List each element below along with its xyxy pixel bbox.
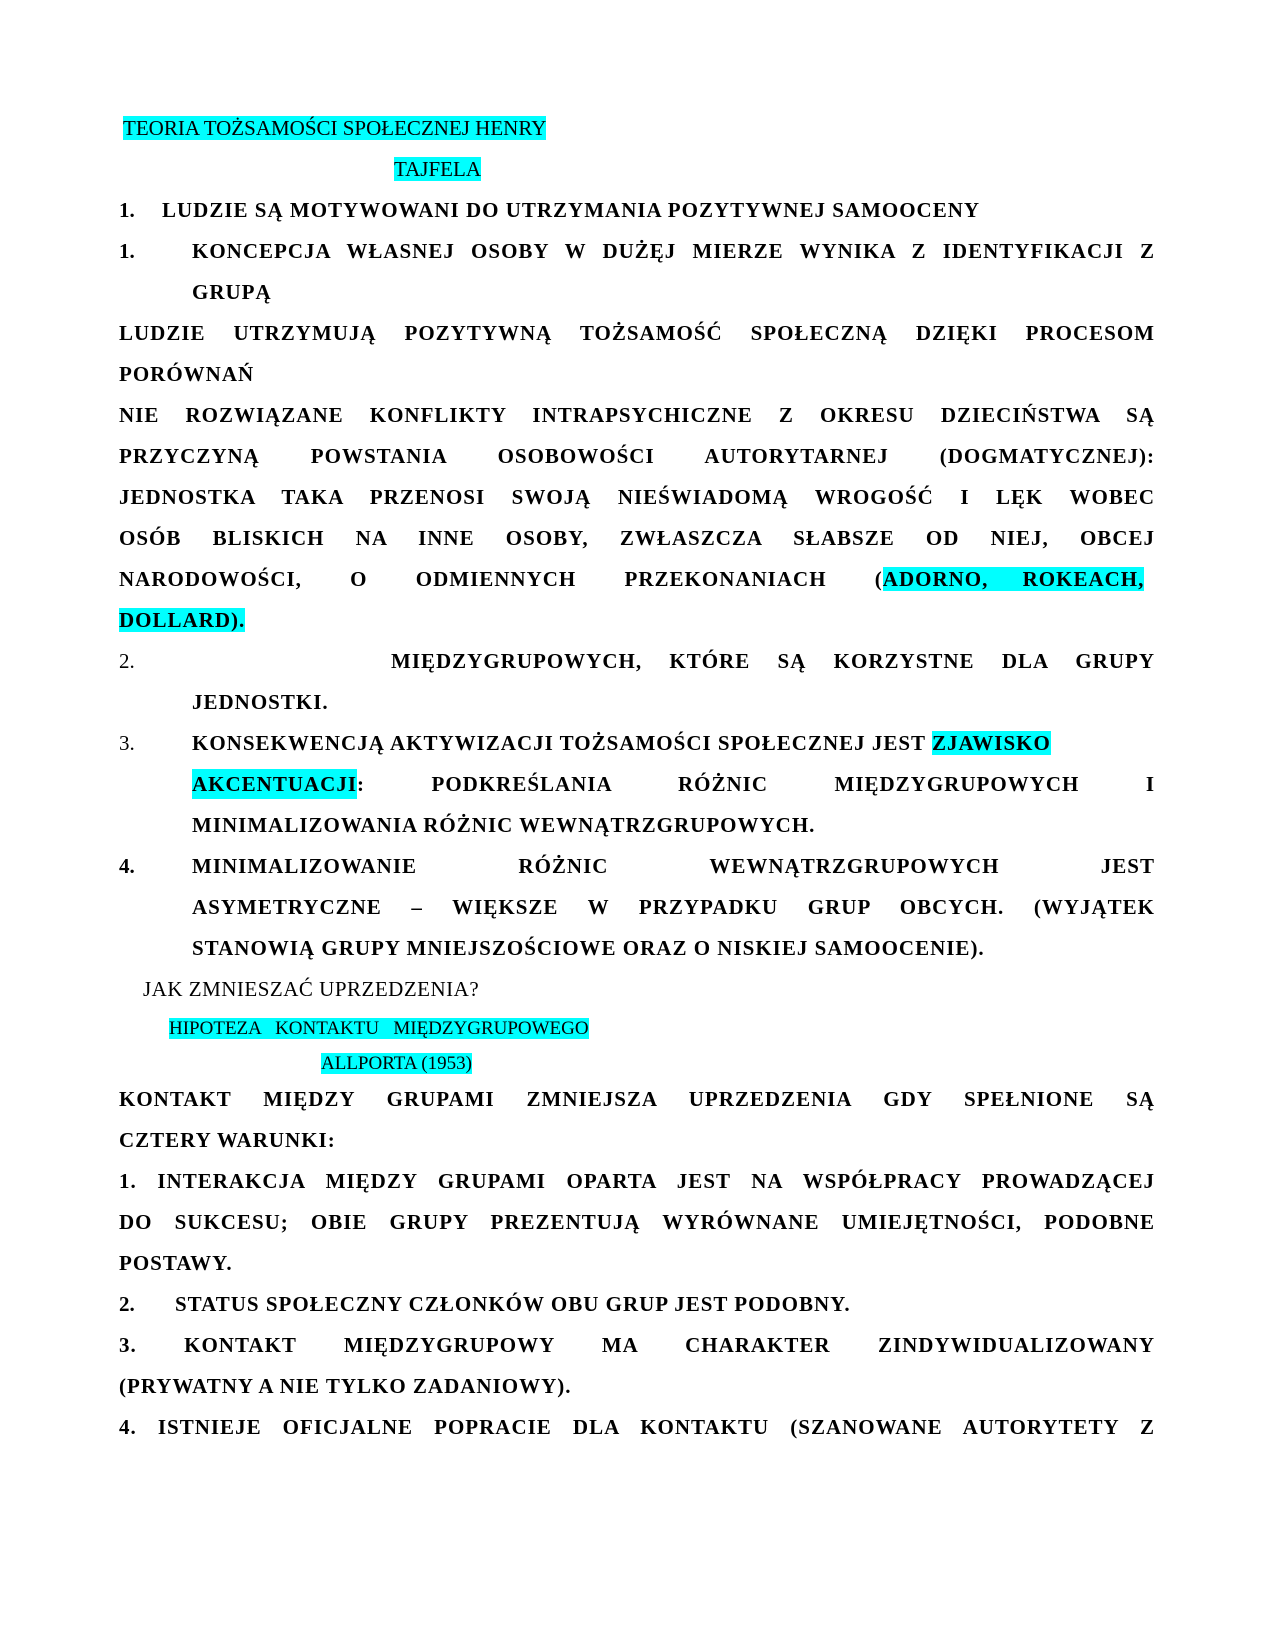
point-4-line-3: STANOWIĄ GRUPY MNIEJSZOŚCIOWE ORAZ O NISKIEJ SAMOOCENIE). <box>192 936 985 960</box>
point-1a-text: LUDZIE SĄ MOTYWOWANI DO UTRZYMANIA POZYTYWNEJ SAMOOCENY <box>162 198 981 222</box>
condition-1-line-2: DO SUKCESU; OBIE GRUPY PREZENTUJĄ WYRÓWNANE UMIEJĘTNOŚCI, PODOBNE <box>119 1210 1155 1234</box>
paragraph-authoritarian-line-6 <box>119 605 245 635</box>
condition-2-text: STATUS SPOŁECZNY CZŁONKÓW OBU GRUP JEST PODOBNY. <box>175 1292 851 1316</box>
citation-highlight-2: DOLLARD). <box>119 608 246 632</box>
hypothesis-line-2 <box>321 1047 472 1079</box>
condition-2-number: 2. <box>119 1292 135 1316</box>
point-3-line-1 <box>192 728 1051 758</box>
point-1a-number: 1. <box>119 198 135 222</box>
term-highlight-1: ZJAWISKO <box>931 731 1051 755</box>
condition-3-line-1: 3. KONTAKT MIĘDZYGRUPOWY MA CHARAKTER ZINDYWIDUALIZOWANY <box>119 1333 1155 1357</box>
title-text-2: TAJFELA <box>394 157 481 181</box>
conditions-intro-line-1: KONTAKT MIĘDZY GRUPAMI ZMNIEJSZA UPRZEDZENIA GDY SPEŁNIONE SĄ <box>119 1087 1155 1111</box>
citation-highlight-1: ADORNO, ROKEACH, <box>882 567 1145 591</box>
point-3-line-2-text: : PODKREŚLANIA RÓŻNIC MIĘDZYGRUPOWYCH I <box>357 772 1155 796</box>
paragraph-authoritarian-line-5 <box>119 564 1144 594</box>
point-1b-line-1: KONCEPCJA WŁASNEJ OSOBY W DUŻĘJ MIERZE WYNIKA Z IDENTYFIKACJI Z <box>192 239 1155 263</box>
title-text-1: TEORIA TOŻSAMOŚCI SPOŁECZNEJ HENRY <box>123 116 547 140</box>
point-3-line-1-text: KONSEKWENCJĄ AKTYWIZACJI TOŻSAMOŚCI SPOŁECZNEJ JEST <box>192 731 932 755</box>
point-4-number: 4. <box>119 854 135 878</box>
conditions-intro-line-2: CZTERY WARUNKI: <box>119 1128 336 1152</box>
point-3-number: 3. <box>119 731 135 755</box>
condition-4-line-1: 4. ISTNIEJE OFICJALNE POPRACIE DLA KONTAKTU (SZANOWANE AUTORYTETY Z <box>119 1415 1155 1439</box>
hypothesis-highlight-2: ALLPORTA (1953) <box>321 1053 472 1074</box>
condition-1-line-3: POSTAWY. <box>119 1251 233 1275</box>
paragraph-authoritarian-line-2: PRZYCZYNĄ POWSTANIA OSOBOWOŚCI AUTORYTARNEJ (DOGMATYCZNEJ): <box>119 444 1155 468</box>
point-2-number: 2. <box>119 649 135 673</box>
title-line-2 <box>394 154 481 184</box>
point-2-line-2: JEDNOSTKI. <box>192 690 329 714</box>
hypothesis-highlight-1: HIPOTEZA KONTAKTU MIĘDZYGRUPOWEGO <box>169 1018 589 1039</box>
point-1b-line-2: GRUPĄ <box>192 280 272 304</box>
paragraph-authoritarian-line-1: NIE ROZWIĄZANE KONFLIKTY INTRAPSYCHICZNE Z OKRESU DZIECIŃSTWA SĄ <box>119 403 1155 427</box>
paragraph-authoritarian-line-4: OSÓB BLISKICH NA INNE OSOBY, ZWŁASZCZA SŁABSZE OD NIEJ, OBCEJ <box>119 526 1155 550</box>
paragraph-comparison-line-1: LUDZIE UTRZYMUJĄ POZYTYWNĄ TOŻSAMOŚĆ SPOŁECZNĄ DZIĘKI PROCESOM <box>119 321 1155 345</box>
term-highlight-2: AKCENTUACJI <box>192 769 357 799</box>
point-2-line-1: MIĘDZYGRUPOWYCH, KTÓRE SĄ KORZYSTNE DLA GRUPY <box>391 649 1155 673</box>
condition-3-line-2: (PRYWATNY A NIE TYLKO ZADANIOWY). <box>119 1374 572 1398</box>
paragraph-authoritarian-line-3: JEDNOSTKA TAKA PRZENOSI SWOJĄ NIEŚWIADOMĄ WROGOŚĆ I LĘK WOBEC <box>119 485 1155 509</box>
point-3-line-3: MINIMALIZOWANIA RÓŻNIC WEWNĄTRZGRUPOWYCH. <box>192 813 816 837</box>
section-heading: JAK ZMNIESZAĆ UPRZEDZENIA? <box>143 977 480 1001</box>
title-line-1 <box>123 113 546 143</box>
point-4-line-1: MINIMALIZOWANIE RÓŻNIC WEWNĄTRZGRUPOWYCH JEST <box>192 854 1155 878</box>
hypothesis-line-1 <box>169 1012 589 1044</box>
condition-1-line-1: 1. INTERAKCJA MIĘDZY GRUPAMI OPARTA JEST NA WSPÓŁPRACY PROWADZĄCEJ <box>119 1169 1155 1193</box>
paragraph-authoritarian-line-5-text: NARODOWOŚCI, O ODMIENNYCH PRZEKONANIACH ( <box>119 567 883 591</box>
point-3-line-2 <box>192 769 1155 799</box>
point-4-line-2: ASYMETRYCZNE – WIĘKSZE W PRZYPADKU GRUP OBCYCH. (WYJĄTEK <box>192 895 1155 919</box>
point-1b-number: 1. <box>119 239 135 263</box>
paragraph-comparison-line-2: PORÓWNAŃ <box>119 362 255 386</box>
